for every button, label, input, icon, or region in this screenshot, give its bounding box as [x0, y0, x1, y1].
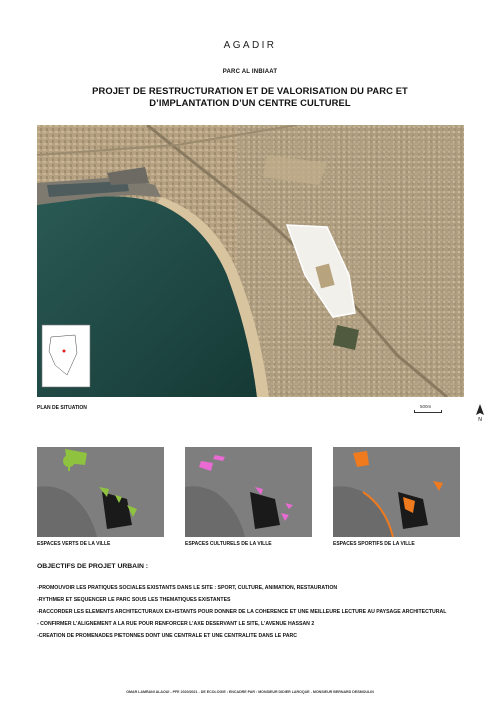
- objectives-list: [37, 585, 465, 645]
- footer-credits: OMAR LAMRANI ALAOUI - PFE 2020/2021 - DE ECOLOGIE : ENCADRE PAR : MONSIEUR DIDIER LAROQUE - MONSIEUR BERNARD DESMOULIN: [126, 690, 374, 694]
- project-title: [60, 85, 440, 109]
- objective-item: -PROMOUVOIR LES PRATIQUES SOCIALES EXISTANTS DANS LE SITE : SPORT, CULTURE, ANIMATION, RESTAURATION: [37, 585, 338, 591]
- minimap-label-sports: ESPACES SPORTIFS DE LA VILLE: [333, 541, 415, 547]
- situation-inset: [42, 325, 90, 387]
- title-line-1: PROJET DE RESTRUCTURATION ET DE VALORISATION DU PARC ET: [92, 85, 408, 96]
- scale-bar: [414, 404, 450, 414]
- objective-item: -RYTHMER ET SEQUENCER LE PARC SOUS LES THEMATIQUES EXISTANTES: [37, 597, 231, 603]
- aerial-site-map: [37, 125, 464, 397]
- city-name: AGADIR: [223, 40, 277, 51]
- north-letter: N: [478, 417, 482, 422]
- north-arrow-icon: [474, 404, 486, 422]
- scale-text: 500m: [420, 404, 432, 409]
- title-line-2: D’IMPLANTATION D’UN CENTRE CULTUREL: [149, 97, 351, 108]
- plan-de-situation-label: PLAN DE SITUATION: [37, 405, 87, 411]
- project-subtitle: PARC AL INBIAAT: [222, 69, 278, 75]
- minimap-sports-spaces: [333, 447, 460, 537]
- minimap-cultural-spaces: [185, 447, 312, 537]
- scale-line: [414, 410, 442, 413]
- objectives-heading: OBJECTIFS DE PROJET URBAIN :: [37, 563, 149, 570]
- minimap-label-green: ESPACES VERTS DE LA VILLE: [37, 541, 111, 547]
- objective-item: -CREATION DE PROMENADES PIETONNES DONT UNE CENTRALE ET UNE CENTRALITE DANS LE PARC: [37, 633, 297, 639]
- objective-item: - CONFIRMER L’ALIGNEMENT A LA RUE POUR RENFORCER L’AXE DESERVANT LE SITE, L’AVENUE HASSAN 2: [37, 621, 315, 627]
- minimap-green-spaces: [37, 447, 164, 537]
- minimap-label-cultural: ESPACES CULTURELS DE LA VILLE: [185, 541, 272, 547]
- objective-item: -RACCORDER LES ELEMENTS ARCHITECTURAUX EX+ISTANTS POUR DONNER DE LA COHERENCE ET UNE MEILLEURE LECTURE AU PAYSAGE ARCHITECTURAL: [37, 609, 447, 615]
